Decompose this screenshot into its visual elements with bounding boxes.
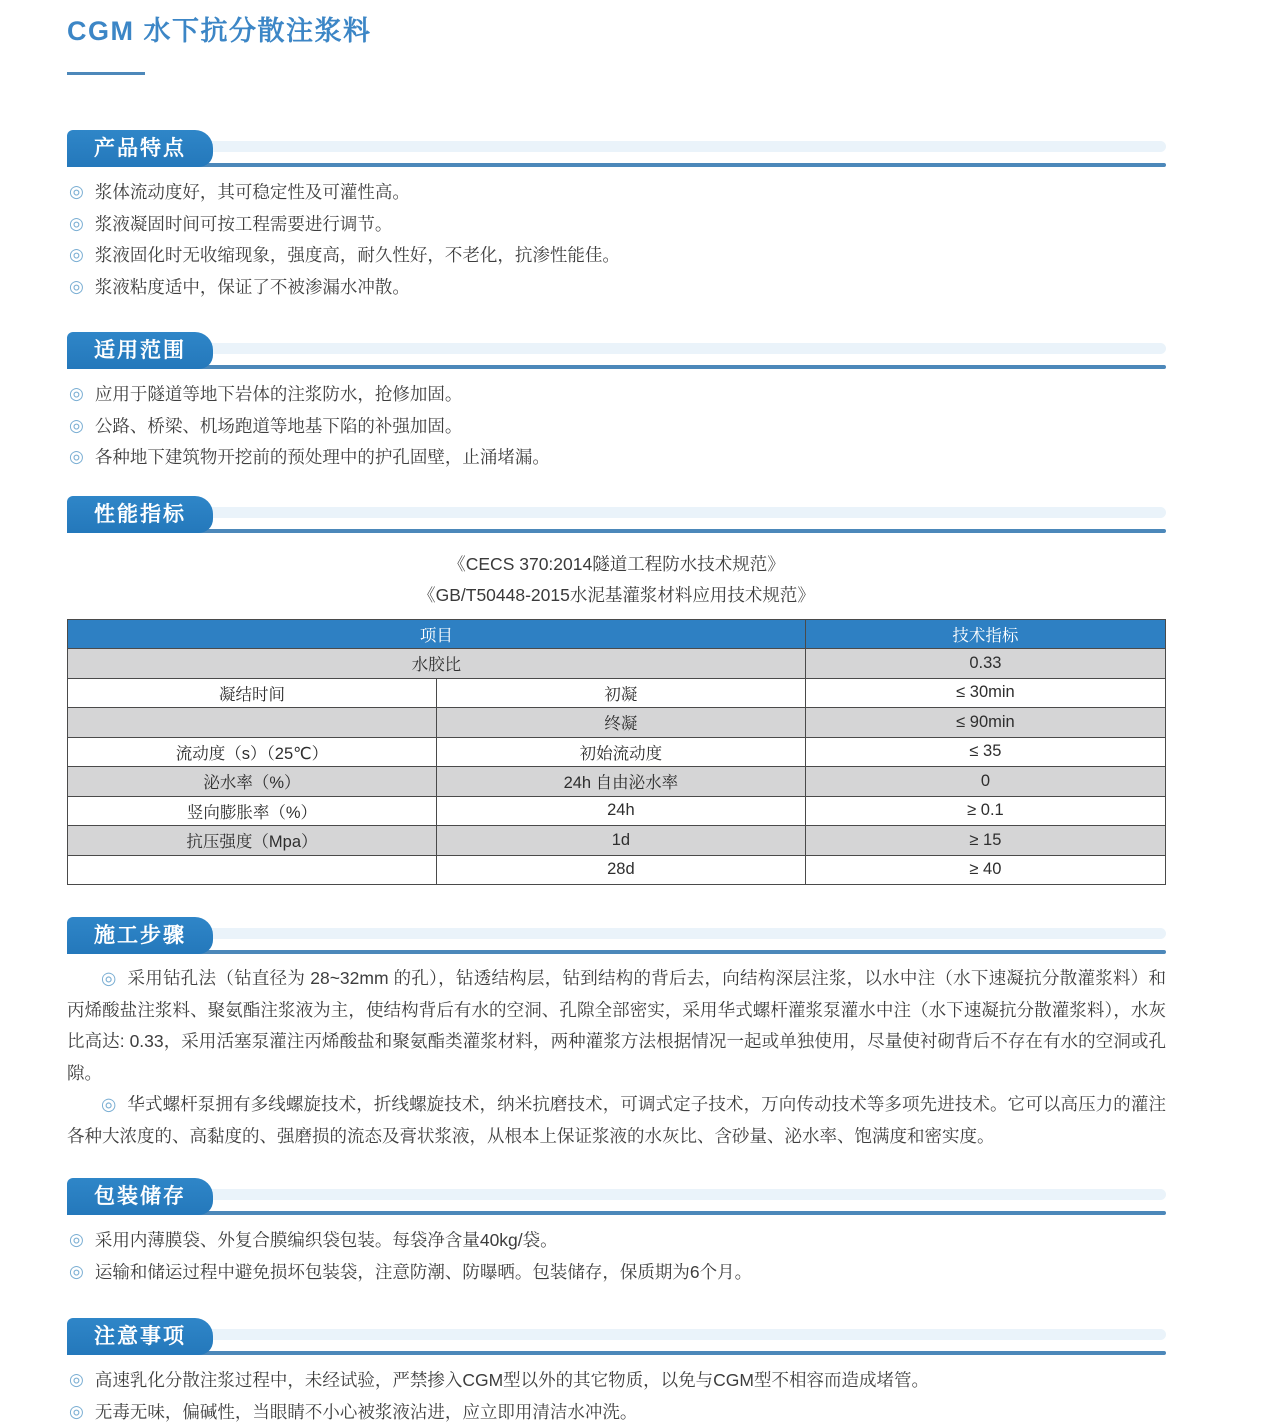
page-title: CGM 水下抗分散注浆料 — [67, 14, 1166, 48]
section-heading-tab: 注意事项 — [67, 1318, 213, 1355]
table-row — [68, 855, 1166, 885]
table-row — [68, 678, 1166, 708]
features-list — [67, 167, 1166, 298]
bullet-icon: ◎ — [69, 181, 84, 204]
list-item — [69, 1229, 1166, 1252]
table-cell: ≤ 30min — [805, 678, 1165, 708]
list-item-text: 应用于隧道等地下岩体的注浆防水，抢修加固。 — [95, 383, 463, 406]
bullet-icon: ◎ — [101, 1094, 116, 1114]
standard-line: 《GB/T50448-2015水泥基灌浆材料应用技术规范》 — [67, 580, 1166, 611]
list-item-text: 浆液凝固时间可按工程需要进行调节。 — [95, 213, 393, 236]
table-cell: 终凝 — [436, 708, 805, 738]
table-cell — [68, 855, 437, 885]
performance-spec-table — [67, 619, 1166, 886]
list-item — [69, 244, 1166, 267]
header-band — [77, 343, 1166, 354]
table-row — [68, 767, 1166, 797]
section-packaging — [67, 1178, 1166, 1283]
table-cell: 0 — [805, 767, 1165, 797]
table-cell: 凝结时间 — [68, 678, 437, 708]
header-rule — [67, 529, 1166, 533]
table-row — [68, 737, 1166, 767]
bullet-icon: ◎ — [69, 276, 84, 299]
table-cell: 抗压强度（Mpa） — [68, 826, 437, 856]
bullet-icon: ◎ — [69, 1369, 84, 1392]
bullet-icon: ◎ — [69, 446, 84, 469]
bullet-icon: ◎ — [101, 968, 117, 988]
list-item-text: 运输和储运过程中避免损坏包装袋，注意防潮、防曝晒。包装储存，保质期为6个月。 — [95, 1261, 752, 1284]
section-header — [67, 1178, 1166, 1215]
section-notes — [67, 1318, 1166, 1423]
table-cell: 初凝 — [436, 678, 805, 708]
list-item — [69, 383, 1166, 406]
table-header-cell: 项目 — [68, 619, 806, 649]
table-cell: 24h — [436, 796, 805, 826]
table-header-cell: 技术指标 — [805, 619, 1165, 649]
list-item-text: 公路、桥梁、机场跑道等地基下陷的补强加固。 — [95, 415, 463, 438]
table-cell: 流动度（s）（25℃） — [68, 737, 437, 767]
header-band — [77, 141, 1166, 152]
section-heading-tab: 产品特点 — [67, 130, 213, 167]
section-header — [67, 496, 1166, 533]
bullet-icon: ◎ — [69, 1229, 84, 1252]
section-features — [67, 130, 1166, 298]
table-cell: ≥ 0.1 — [805, 796, 1165, 826]
section-construction — [67, 917, 1166, 1152]
header-rule — [67, 1351, 1166, 1355]
table-header-row — [68, 619, 1166, 649]
header-rule — [67, 950, 1166, 954]
paragraph-text: 采用钻孔法（钻直径为 28~32mm 的孔），钻透结构层，钻到结构的背后去，向结构深层注浆，以水中注（水下速凝抗分散灌浆料）和丙烯酸盐注浆料、聚氨酯注浆液为主，使结构背后有水的空洞、孔隙全部密实，采用华式螺杆灌浆泵灌水中注（水下速凝抗分散灌浆料），水灰比高达: 0.33，采用活塞泵灌注丙烯酸盐和聚氨酯类灌浆材料，两种灌浆方法根据情况一起或单独使用，尽量使衬砌背后不存在有水的空洞或孔隙。 — [67, 968, 1166, 1083]
table-row — [68, 708, 1166, 738]
list-item — [69, 1369, 1166, 1392]
table-row — [68, 826, 1166, 856]
list-item-text: 浆体流动度好，其可稳定性及可灌性高。 — [95, 181, 410, 204]
table-cell: 初始流动度 — [436, 737, 805, 767]
section-scope — [67, 332, 1166, 469]
header-rule — [67, 1211, 1166, 1215]
title-underline — [67, 72, 145, 75]
table-row — [68, 796, 1166, 826]
table-cell: 24h 自由泌水率 — [436, 767, 805, 797]
scope-list — [67, 369, 1166, 469]
header-band — [77, 1329, 1166, 1340]
bullet-icon: ◎ — [69, 1401, 84, 1423]
table-cell: ≤ 90min — [805, 708, 1165, 738]
bullet-icon: ◎ — [69, 415, 84, 438]
header-rule — [67, 163, 1166, 167]
section-heading-tab: 包装储存 — [67, 1178, 213, 1215]
standard-line: 《CECS 370:2014隧道工程防水技术规范》 — [67, 549, 1166, 580]
bullet-icon: ◎ — [69, 244, 84, 267]
table-cell: 0.33 — [805, 649, 1165, 679]
paragraph — [67, 1089, 1166, 1152]
list-item — [69, 415, 1166, 438]
table-cell: 竖向膨胀率（%） — [68, 796, 437, 826]
table-cell: 28d — [436, 855, 805, 885]
list-item — [69, 181, 1166, 204]
packaging-list — [67, 1215, 1166, 1283]
list-item — [69, 1261, 1166, 1284]
bullet-icon: ◎ — [69, 213, 84, 236]
header-band — [77, 1189, 1166, 1200]
bullet-icon: ◎ — [69, 383, 84, 406]
list-item — [69, 276, 1166, 299]
section-heading-tab: 适用范围 — [67, 332, 213, 369]
section-performance — [67, 496, 1166, 886]
table-cell: 1d — [436, 826, 805, 856]
section-header — [67, 332, 1166, 369]
table-cell: ≥ 15 — [805, 826, 1165, 856]
header-band — [77, 507, 1166, 518]
table-cell: 水胶比 — [68, 649, 806, 679]
paragraph-text: 华式螺杆泵拥有多线螺旋技术，折线螺旋技术，纳米抗磨技术，可调式定子技术，万向传动技术等多项先进技术。它可以高压力的灌注各种大浓度的、高黏度的、强磨损的流态及膏状浆液，从根本上保证浆液的水灰比、含砂量、泌水率、饱满度和密实度。 — [67, 1094, 1166, 1146]
list-item-text: 各种地下建筑物开挖前的预处理中的护孔固壁，止涌堵漏。 — [95, 446, 550, 469]
notes-list — [67, 1355, 1166, 1423]
section-heading-tab: 性能指标 — [67, 496, 213, 533]
list-item-text: 浆液粘度适中，保证了不被渗漏水冲散。 — [95, 276, 410, 299]
list-item-text: 无毒无味，偏碱性，当眼睛不小心被浆液沾进，应立即用清洁水冲洗。 — [95, 1401, 638, 1423]
table-cell: ≤ 35 — [805, 737, 1165, 767]
construction-paragraphs — [67, 963, 1166, 1152]
list-item-text: 浆液固化时无收缩现象，强度高，耐久性好，不老化，抗渗性能佳。 — [95, 244, 620, 267]
list-item-text: 采用内薄膜袋、外复合膜编织袋包装。每袋净含量40kg/袋。 — [95, 1229, 558, 1252]
list-item — [69, 446, 1166, 469]
section-heading-tab: 施工步骤 — [67, 917, 213, 954]
paragraph — [67, 963, 1166, 1089]
header-band — [77, 928, 1166, 939]
table-row — [68, 649, 1166, 679]
table-cell — [68, 708, 437, 738]
header-rule — [67, 365, 1166, 369]
section-header — [67, 917, 1166, 954]
section-header — [67, 1318, 1166, 1355]
list-item-text: 高速乳化分散注浆过程中，未经试验，严禁掺入CGM型以外的其它物质，以免与CGM型不相容而造成堵管。 — [95, 1369, 929, 1392]
standards-references — [67, 549, 1166, 611]
bullet-icon: ◎ — [69, 1261, 84, 1284]
list-item — [69, 213, 1166, 236]
table-cell: 泌水率（%） — [68, 767, 437, 797]
section-header — [67, 130, 1166, 167]
table-cell: ≥ 40 — [805, 855, 1165, 885]
